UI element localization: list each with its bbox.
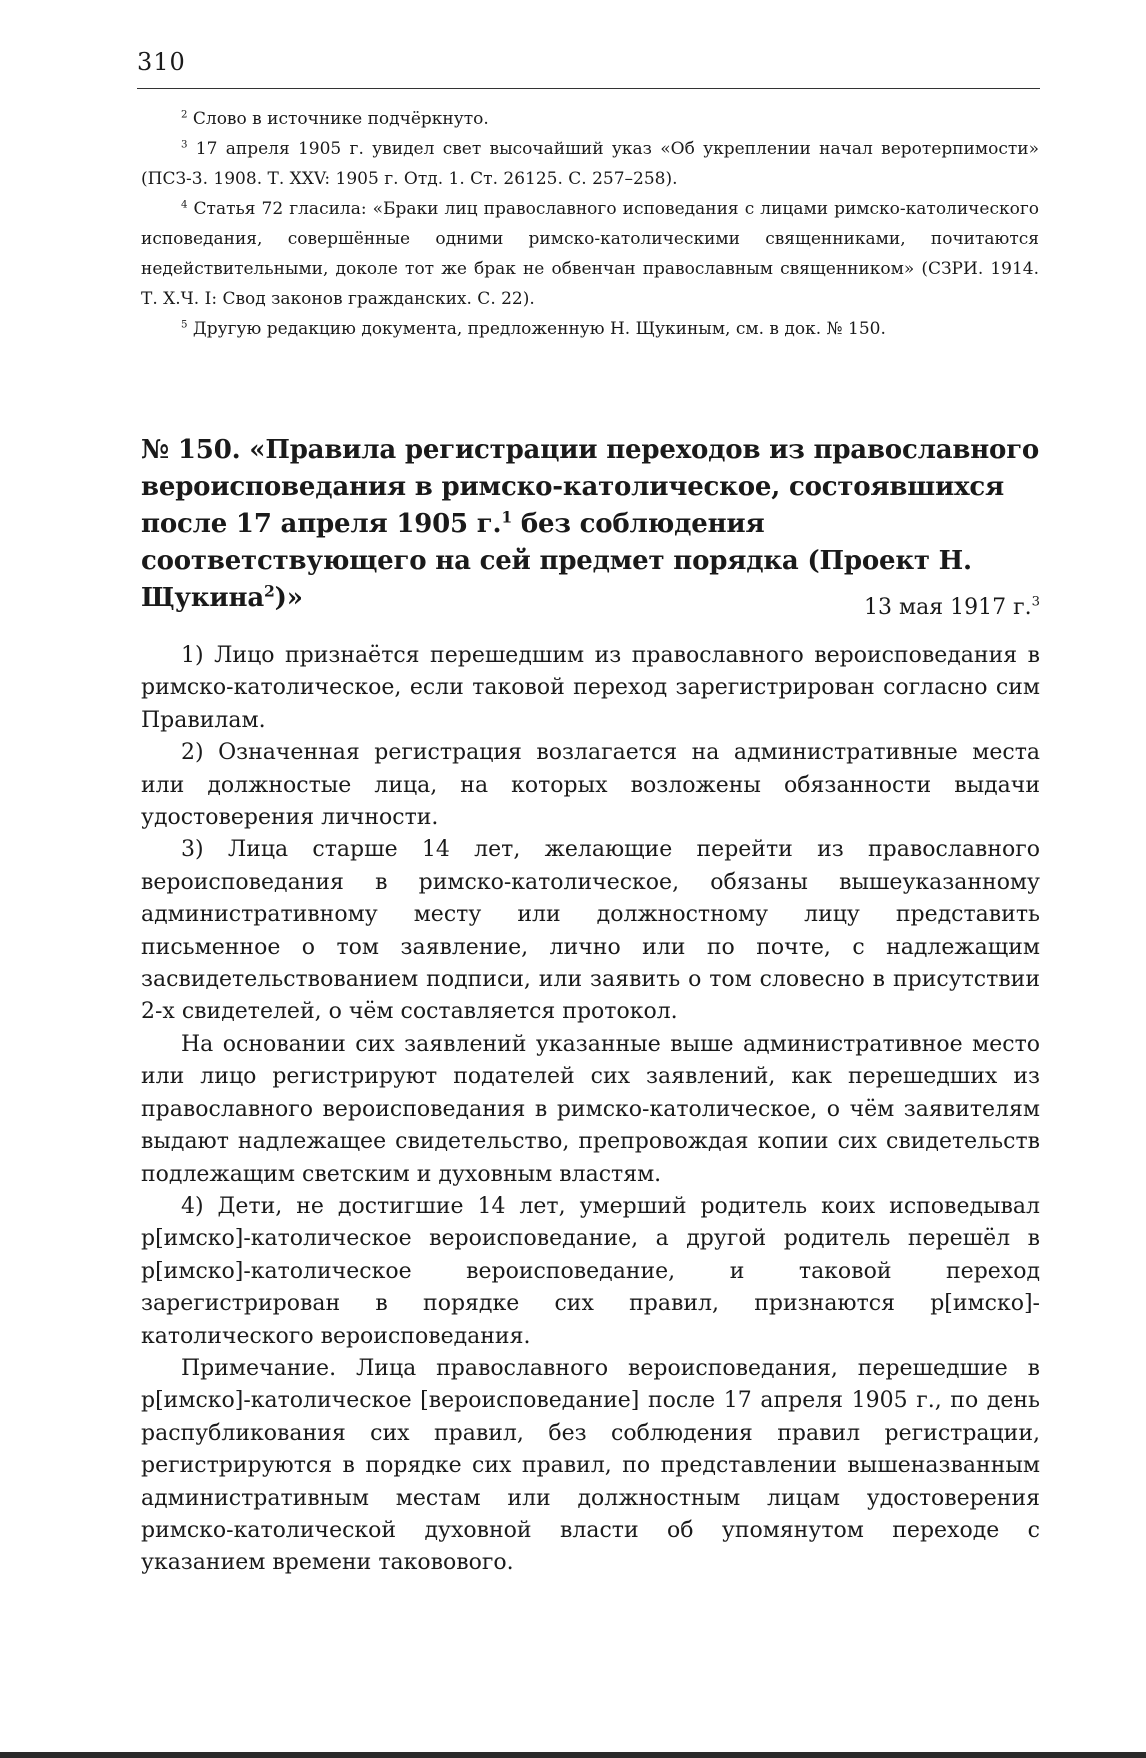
footnote-text: Другую редакцию документа, предложенную Н. Щукиным, см. в док. № 150. — [192, 319, 886, 339]
footnote-text: Статья 72 гласила: «Браки лиц православного исповедания с лицами римско-католического исповедания, совершённые одними римско-католическими священниками, почитаются недействительными, доколе тот же брак не обвенчан православным священником» (СЗРИ. 1914. Т. Х.Ч. I: Свод законов гражданских. С. 22). — [141, 199, 1040, 309]
footnote — [141, 134, 1039, 194]
title-part: № 150. «Правила регистрации переходов из православного вероисповедания в римско-католическое, состоявшихся после 17 апреля 1905 г. — [141, 435, 1040, 539]
footnote-mark: 2 — [181, 109, 188, 121]
header-rule — [137, 88, 1040, 89]
body-paragraph: 3) Лица старше 14 лет, желающие перейти из православного вероисповедания в римско-католическое, обязаны вышеуказанному административному месту или должностному лицу представить письменное о том заявление, лично или по почте, с надлежащим засвидетельствованием подписи, или заявить о том словесно в присутствии 2-х свидетелей, о чём составляется протокол. — [141, 837, 1040, 1025]
footnote-mark: 4 — [181, 199, 188, 211]
body-paragraph: Примечание. Лица православного вероисповедания, перешедшие в р[имско]-католическое [вероисповедание] после 17 апреля 1905 г., по день распубликования сих правил, без соблюдения правил регистрации, регистрируются в порядке сих правил, по представлении вышеназванным административным местам или должностным лицам удостоверения римско-католической духовной власти об упомянутом переходе с указанием времени таковового. — [141, 1355, 1040, 1576]
title-part: без соблюдения соответствующего на сей предмет порядка (Проект Н. Щукина — [141, 509, 972, 613]
footnotes — [141, 104, 1039, 344]
document-body — [141, 640, 1040, 1580]
page-number: 310 — [137, 48, 186, 76]
title-footnote-mark: 1 — [501, 507, 513, 527]
body-paragraph: На основании сих заявлений указанные выше административное место или лицо регистрируют подателей сих заявлений, как перешедших из православного вероисповедания в римско-католическое, о чём заявителям выдают надлежащее свидетельство, препровождая копии сих свидетельств подлежащим светским и духовным властям. — [141, 1031, 1040, 1187]
footnote — [141, 194, 1039, 314]
date-footnote-mark: 3 — [1031, 594, 1040, 610]
footnote-mark: 5 — [181, 319, 188, 331]
body-paragraph: 1) Лицо признаётся перешедшим из православного вероисповедания в римско-католическое, если таковой переход зарегистрирован согласно сим Правилам. — [141, 643, 1040, 733]
footnote — [141, 314, 1039, 344]
document-title — [141, 432, 1041, 617]
footnote-text: 17 апреля 1905 г. увидел свет высочайший указ «Об укреплении начал веротерпимости» (ПСЗ-3. 1908. Т. XXV: 1905 г. Отд. 1. Ст. 26125. С. 257–258). — [141, 139, 1039, 189]
title-footnote-mark: 2 — [264, 581, 275, 601]
body-paragraph: 4) Дети, не достигшие 14 лет, умерший родитель коих исповедывал р[имско]-католическое вероисповедание, а другой родитель перешёл в р[имско]-католическое вероисповедание, и таковой переход зарегистрирован в порядке сих правил, признаются р[имско]-католического вероисповедания. — [141, 1193, 1040, 1349]
date-text: 13 мая 1917 г. — [864, 595, 1032, 620]
footnote-text: Слово в источнике подчёркнуто. — [192, 109, 489, 129]
footnote — [141, 104, 1039, 134]
document-date — [864, 595, 1040, 620]
title-part: )» — [274, 583, 303, 613]
footnote-mark: 3 — [181, 139, 188, 151]
scan-edge — [0, 1752, 1146, 1758]
body-paragraph: 2) Означенная регистрация возлагается на административные места или должностые лица, на которых возложены обязанности выдачи удостоверения личности. — [141, 740, 1040, 831]
